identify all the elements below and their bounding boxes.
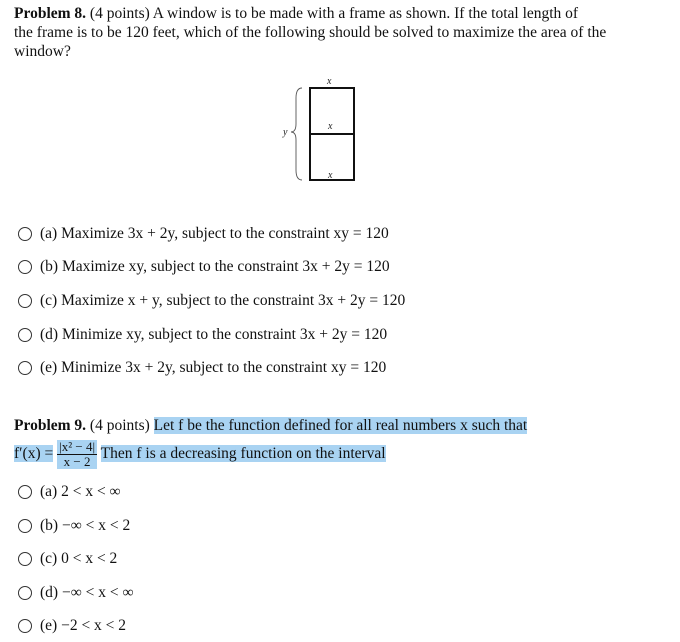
option-text: Minimize 3x + 2y, subject to the constraint xy = 120: [61, 359, 387, 376]
radio-button-icon[interactable]: [18, 260, 32, 274]
problem9-text-line1: Let f be the function defined for all real numbers x such that: [153, 417, 528, 434]
option-letter: (e): [40, 359, 58, 376]
radio-button-icon[interactable]: [18, 485, 32, 499]
radio-button-icon[interactable]: [18, 227, 32, 241]
problem8-option-c[interactable]: [18, 291, 405, 311]
option-letter: (b): [40, 258, 59, 275]
problem8-points: (4 points): [89, 5, 150, 22]
option-text: 0 < x < 2: [61, 550, 118, 567]
option-letter: (d): [40, 326, 59, 343]
option-letter: (c): [40, 292, 58, 309]
radio-button-icon[interactable]: [18, 519, 32, 533]
radio-button-icon[interactable]: [18, 552, 32, 566]
problem9-option-c[interactable]: [18, 549, 117, 569]
figure-label-middle: x: [328, 121, 333, 132]
radio-button-icon[interactable]: [18, 361, 32, 375]
window-frame-figure: [280, 78, 370, 188]
radio-button-icon[interactable]: [18, 328, 32, 342]
problem8-option-a[interactable]: [18, 224, 389, 244]
radio-button-icon[interactable]: [18, 619, 32, 633]
radio-button-icon[interactable]: [18, 294, 32, 308]
figure-label-side: y: [283, 127, 288, 138]
problem9-option-a[interactable]: [18, 482, 121, 502]
option-letter: (a): [40, 483, 58, 500]
window-frame-diagram: [280, 78, 370, 188]
problem9-text-line2: Then f is a decreasing function on the interval: [100, 445, 386, 462]
option-text: Maximize xy, subject to the constraint 3x + 2y = 120: [61, 258, 390, 275]
problem8-text-line2: the frame is to be 120 feet, which of the following should be solved to maximize the area of the: [14, 24, 607, 41]
problem8-text-line3: window?: [14, 43, 71, 60]
figure-label-top: x: [327, 76, 332, 87]
derivative-lhs: f′(x) =: [14, 445, 54, 462]
option-letter: (d): [40, 584, 59, 601]
option-letter: (c): [40, 550, 58, 567]
option-letter: (e): [40, 617, 58, 634]
y-brace: [291, 88, 302, 180]
option-text: 2 < x < ∞: [61, 483, 121, 500]
option-letter: (a): [40, 225, 58, 242]
problem8-option-b[interactable]: [18, 257, 390, 277]
problem9-line2: [14, 436, 386, 472]
radio-button-icon[interactable]: [18, 586, 32, 600]
option-text: Minimize xy, subject to the constraint 3x + 2y = 120: [61, 326, 388, 343]
problem9-line1: [14, 416, 527, 435]
fraction-numerator: |x² − 4|: [59, 438, 96, 454]
option-text: Maximize 3x + 2y, subject to the constraint xy = 120: [61, 225, 389, 242]
option-text: −2 < x < 2: [61, 617, 127, 634]
option-text: −∞ < x < ∞: [61, 584, 134, 601]
option-text: −∞ < x < 2: [61, 517, 131, 534]
fraction-denominator: x − 2: [63, 453, 91, 469]
problem8-text-line1: A window is to be made with a frame as shown. If the total length of: [152, 5, 579, 22]
problem9-points: (4 points): [89, 417, 150, 434]
figure-label-bottom: x: [328, 170, 333, 181]
problem9-option-e[interactable]: [18, 616, 126, 636]
problem8-heading: Problem 8.: [14, 5, 87, 22]
option-letter: (b): [40, 517, 59, 534]
problem9-heading: Problem 9.: [14, 417, 87, 434]
problem9-option-b[interactable]: [18, 516, 130, 536]
problem8-option-e[interactable]: [18, 358, 386, 378]
derivative-fraction: [57, 440, 97, 469]
problem9-option-d[interactable]: [18, 583, 134, 603]
option-text: Maximize x + y, subject to the constraint 3x + 2y = 120: [61, 292, 406, 309]
problem8-line1: [14, 4, 578, 23]
problem8-option-d[interactable]: [18, 325, 387, 345]
